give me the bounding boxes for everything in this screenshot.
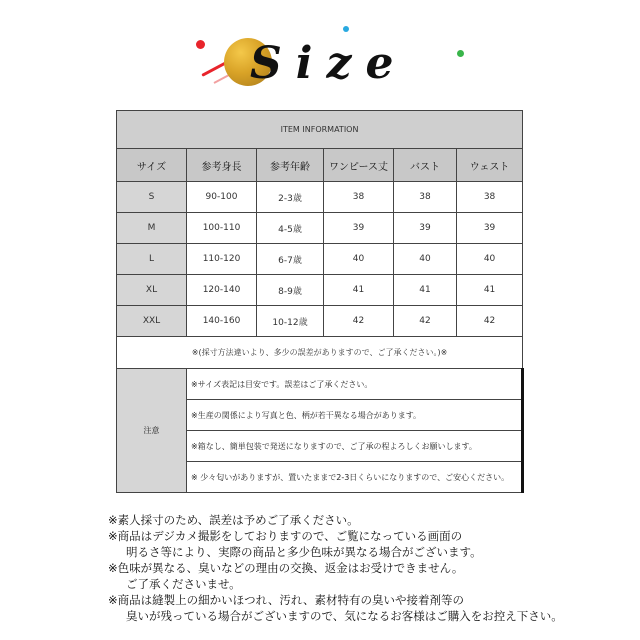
bust-cell: 42	[394, 306, 457, 337]
age-cell: 10-12歳	[257, 306, 324, 337]
dress-length-cell: 42	[324, 306, 394, 337]
dress-length-cell: 38	[324, 182, 394, 213]
column-header-waist: ウェスト	[457, 149, 523, 182]
waist-cell: 41	[457, 275, 523, 306]
disclaimer-line: ※商品はデジカメ撮影をしておりますので、ご覧になっている画面の	[108, 529, 463, 543]
size-cell: XL	[117, 275, 187, 306]
measurement-error-note: ※(採寸方法違いより、多少の誤差がありますので、ご了承ください。)※	[117, 337, 523, 369]
size-cell: M	[117, 213, 187, 244]
table-row	[117, 275, 523, 306]
size-cell: XXL	[117, 306, 187, 337]
column-header-size: サイズ	[117, 149, 187, 182]
size-cell: L	[117, 244, 187, 275]
size-table	[116, 110, 524, 493]
note-row	[117, 369, 523, 400]
column-header-dress-length: ワンピース丈	[324, 149, 394, 182]
table-row	[117, 182, 523, 213]
waist-cell: 42	[457, 306, 523, 337]
column-header-age: 参考年齢	[257, 149, 324, 182]
age-cell: 8-9歳	[257, 275, 324, 306]
height-cell: 90-100	[187, 182, 257, 213]
disclaimer-block	[108, 512, 588, 624]
disclaimer-line: 明るさ等により、実際の商品と多少色味が異なる場合がございます。	[126, 545, 482, 559]
note-label: 注意	[117, 369, 187, 493]
waist-cell: 38	[457, 182, 523, 213]
note-text: ※ 少々匂いがありますが、置いたままで2-3日くらいになりますので、ご安心ください。	[187, 462, 523, 493]
table-row	[117, 244, 523, 275]
dress-length-cell: 39	[324, 213, 394, 244]
disclaimer-line: ※色味が異なる、臭いなどの理由の交換、返金はお受けできません。	[108, 561, 464, 575]
height-cell: 120-140	[187, 275, 257, 306]
dress-length-cell: 40	[324, 244, 394, 275]
page-title: Size	[250, 38, 408, 89]
waist-cell: 40	[457, 244, 523, 275]
green-dot-decoration	[457, 50, 464, 57]
height-cell: 110-120	[187, 244, 257, 275]
disclaimer-line: ※素人採寸のため、誤差は予めご了承ください。	[108, 513, 359, 527]
disclaimer-line: 臭いが残っている場合がございますので、気になるお客様はご購入をお控え下さい。	[126, 609, 563, 623]
table-row	[117, 306, 523, 337]
column-header-bust: バスト	[394, 149, 457, 182]
table-row	[117, 213, 523, 244]
table-info-row	[117, 111, 523, 149]
note-text: ※箱なし、簡単包装で発送になりますので、ご了承の程よろしくお願いします。	[187, 431, 523, 462]
header	[0, 0, 640, 110]
dress-length-cell: 41	[324, 275, 394, 306]
height-cell: 140-160	[187, 306, 257, 337]
age-cell: 2-3歳	[257, 182, 324, 213]
waist-cell: 39	[457, 213, 523, 244]
bust-cell: 39	[394, 213, 457, 244]
bust-cell: 38	[394, 182, 457, 213]
column-header-height: 参考身長	[187, 149, 257, 182]
table-header-row	[117, 149, 523, 182]
bust-cell: 41	[394, 275, 457, 306]
size-cell: S	[117, 182, 187, 213]
note-text: ※サイズ表記は目安です。誤差はご了承ください。	[187, 369, 523, 400]
item-information-heading: ITEM INFORMATION	[117, 111, 523, 149]
blue-dot-decoration	[343, 26, 349, 32]
height-cell: 100-110	[187, 213, 257, 244]
disclaimer-line: ※商品は縫製上の細かいほつれ、汚れ、素材特有の臭いや接着剤等の	[108, 593, 465, 607]
measurement-error-row	[117, 337, 523, 369]
age-cell: 6-7歳	[257, 244, 324, 275]
disclaimer-line: ご了承くださいませ。	[126, 577, 241, 591]
bust-cell: 40	[394, 244, 457, 275]
red-dot-decoration	[196, 40, 205, 49]
note-text: ※生産の関係により写真と色、柄が若干異なる場合があります。	[187, 400, 523, 431]
age-cell: 4-5歳	[257, 213, 324, 244]
